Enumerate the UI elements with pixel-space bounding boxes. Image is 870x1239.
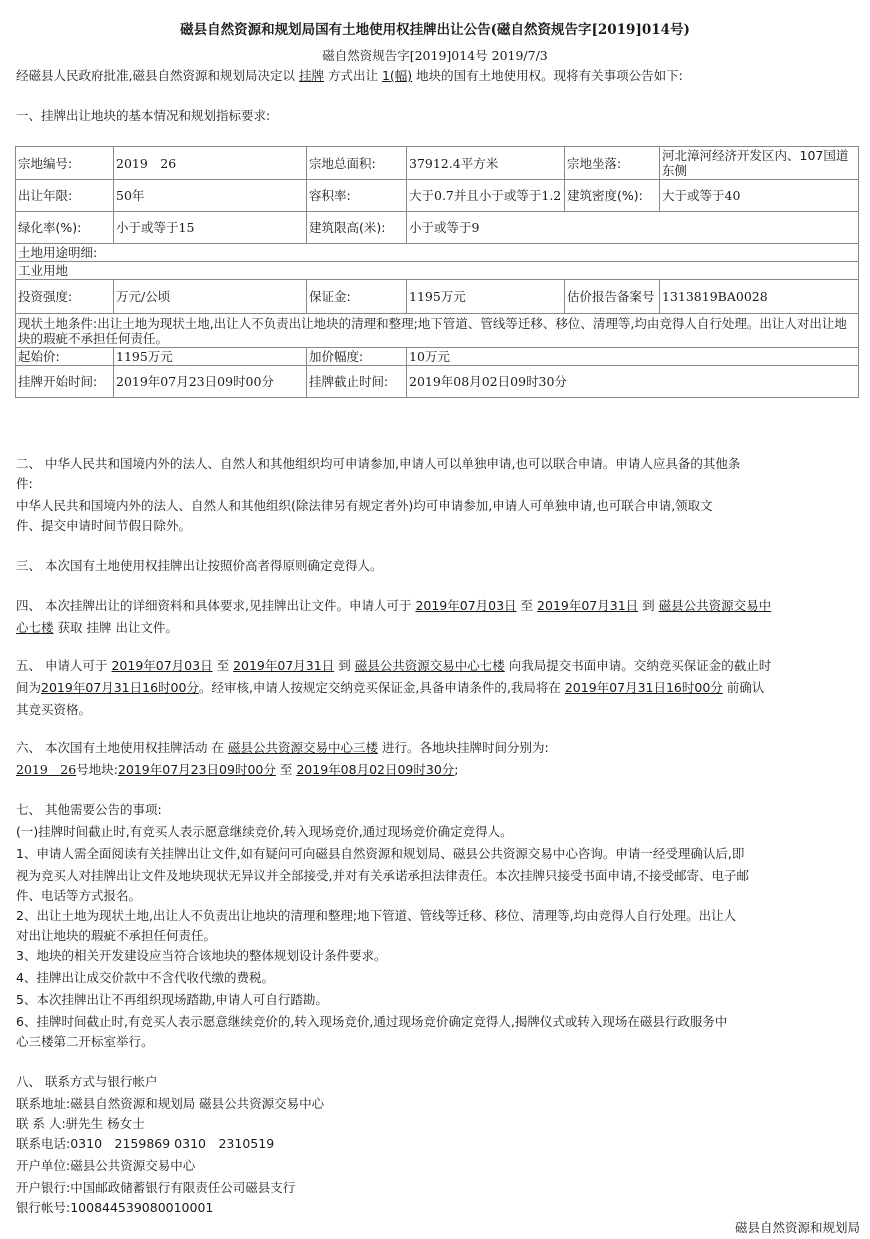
table-cell: 小于或等于15 bbox=[114, 212, 307, 244]
table-row bbox=[16, 348, 859, 366]
table-cell: 宗地总面积: bbox=[307, 147, 407, 180]
issuer-signature: 磁县自然资源和规划局 bbox=[734, 1220, 860, 1235]
table-row bbox=[16, 262, 859, 280]
table-cell: 1313819BA0028 bbox=[660, 280, 859, 314]
date-end: 2019年07月31日 bbox=[537, 598, 639, 613]
contact-phone: 联系电话:0310 2159869 0310 2310519 bbox=[16, 1136, 275, 1151]
location: 磁县公共资源交易中心三楼 bbox=[227, 740, 378, 755]
table-cell: 保证金: bbox=[307, 280, 407, 314]
table-cell: 2019 26 bbox=[114, 147, 307, 180]
account-number: 银行帐号:100844539080010001 bbox=[16, 1200, 214, 1215]
table-cell: 河北漳河经济开发区内、107国道东侧 bbox=[660, 147, 859, 180]
table-row bbox=[16, 314, 859, 348]
account-unit: 开户单位:磁县公共资源交易中心 bbox=[16, 1158, 196, 1173]
table-cell: 大于0.7并且小于或等于1.2 bbox=[407, 180, 565, 212]
table-cell: 现状土地条件:出让土地为现状土地,出让人不负责出让地块的清理和整理;地下管道、管线等迁移、移位、清理等,均由竞得人自行处理。出让人对出让地块的瑕疵不承担任何责任。 bbox=[16, 314, 859, 348]
table-row bbox=[16, 366, 859, 398]
table-row bbox=[16, 147, 859, 180]
section-3: 三、 本次国有土地使用权挂牌出让按照价高者得原则确定竞得人。 bbox=[16, 558, 383, 573]
intro-paragraph: 经磁县人民政府批准,磁县自然资源和规划局决定以 挂牌 方式出让 1(幅) 地块的国有土地使用权。现将有关事项公告如下: bbox=[16, 68, 683, 83]
table-cell: 宗地坐落: bbox=[565, 147, 660, 180]
table-cell: 大于或等于40 bbox=[660, 180, 859, 212]
table-cell: 挂牌截止时间: bbox=[307, 366, 407, 398]
listing-end: 2019年08月02日09时30分 bbox=[296, 762, 455, 777]
table-cell: 建筑密度(%): bbox=[565, 180, 660, 212]
table-cell: 工业用地 bbox=[16, 262, 859, 280]
table-cell: 估价报告备案号 bbox=[565, 280, 660, 314]
listing-start: 2019年07月23日09时00分 bbox=[117, 762, 276, 777]
location: 心七楼 bbox=[16, 620, 54, 635]
parcel-count: 1(幅) bbox=[381, 68, 413, 83]
table-cell: 投资强度: bbox=[16, 280, 114, 314]
page-title: 磁县自然资源和规划局国有土地使用权挂牌出让公告(磁自然资规告字[2019]014号) bbox=[180, 22, 690, 38]
account-bank: 开户银行:中国邮政储蓄银行有限责任公司磁县支行 bbox=[16, 1180, 296, 1195]
table-cell: 50年 bbox=[114, 180, 307, 212]
contact-person: 联 系 人:骈先生 杨女士 bbox=[16, 1116, 145, 1131]
date-start: 2019年07月03日 bbox=[111, 658, 213, 673]
date-start: 2019年07月03日 bbox=[415, 598, 517, 613]
table-cell: 宗地编号: bbox=[16, 147, 114, 180]
table-cell: 小于或等于9 bbox=[407, 212, 859, 244]
transfer-method: 挂牌 bbox=[298, 68, 324, 83]
table-cell: 1195万元 bbox=[114, 348, 307, 366]
parcel-info-table bbox=[15, 146, 859, 398]
table-cell: 容积率: bbox=[307, 180, 407, 212]
date-end: 2019年07月31日 bbox=[233, 658, 335, 673]
confirm-deadline: 2019年07月31日16时00分 bbox=[564, 680, 723, 695]
table-cell: 挂牌开始时间: bbox=[16, 366, 114, 398]
contact-address: 联系地址:磁县自然资源和规划局 磁县公共资源交易中心 bbox=[16, 1096, 325, 1111]
table-row bbox=[16, 180, 859, 212]
location: 磁县公共资源交易中心七楼 bbox=[354, 658, 505, 673]
document-number: 磁自然资规告字[2019]014号 2019/7/3 bbox=[322, 48, 548, 63]
table-cell: 37912.4平方米 bbox=[407, 147, 565, 180]
table-cell: 1195万元 bbox=[407, 280, 565, 314]
table-row bbox=[16, 212, 859, 244]
table-cell: 万元/公顷 bbox=[114, 280, 307, 314]
table-cell: 土地用途明细: bbox=[16, 244, 859, 262]
table-cell: 2019年07月23日09时00分 bbox=[114, 366, 307, 398]
table-row bbox=[16, 244, 859, 262]
table-cell: 建筑限高(米): bbox=[307, 212, 407, 244]
table-cell: 10万元 bbox=[407, 348, 859, 366]
table-cell: 加价幅度: bbox=[307, 348, 407, 366]
table-cell: 起始价: bbox=[16, 348, 114, 366]
table-cell: 绿化率(%): bbox=[16, 212, 114, 244]
table-cell: 2019年08月02日09时30分 bbox=[407, 366, 859, 398]
table-row bbox=[16, 280, 859, 314]
parcel-number: 2019 26 bbox=[16, 762, 77, 777]
table-cell: 出让年限: bbox=[16, 180, 114, 212]
deposit-deadline: 2019年07月31日16时00分 bbox=[41, 680, 199, 695]
section-1-heading: 一、挂牌出让地块的基本情况和规划指标要求: bbox=[16, 108, 271, 123]
location: 磁县公共资源交易中 bbox=[658, 598, 772, 613]
